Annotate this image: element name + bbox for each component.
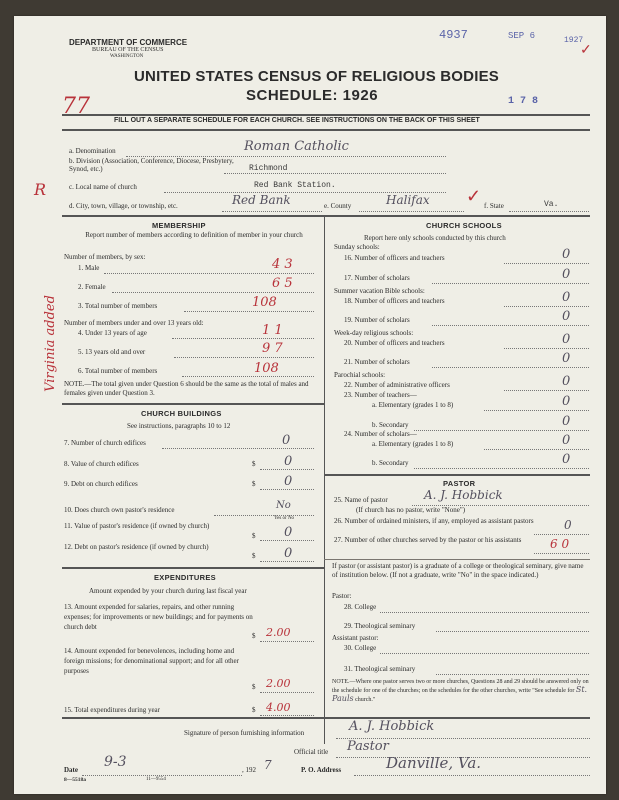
yes-no-hint: Yes or No (274, 516, 295, 521)
q22-value: 0 (562, 374, 571, 389)
age-heading: Number of members under and over 13 years old: (64, 319, 204, 327)
q24b-label: b. Secondary (372, 459, 409, 467)
q7-label: 7. Number of church edifices (64, 439, 146, 447)
q18-value: 0 (562, 290, 571, 305)
schools-intro: Report here only schools conducted by this church (364, 234, 506, 242)
q14-dollar: $ (252, 683, 256, 691)
buildings-intro: See instructions, paragraphs 10 to 12 (127, 422, 231, 430)
q25-value: A. J. Hobbick (424, 488, 503, 502)
stamp-year: 1927 (564, 36, 584, 45)
q10-value: No (276, 500, 291, 511)
form-title: UNITED STATES CENSUS OF RELIGIOUS BODIES (134, 68, 499, 85)
pastor-sublabel: Pastor: (332, 592, 352, 600)
q28-label: 28. College (344, 603, 377, 611)
q11-value: 0 (284, 525, 293, 540)
q7-value: 0 (282, 433, 291, 448)
denomination-value: Roman Catholic (244, 139, 349, 154)
q23b-value: 0 (562, 414, 571, 429)
q2-value: 6 5 (272, 276, 293, 291)
division-value: Richmond (249, 164, 288, 173)
summer-heading: Summer vacation Bible schools: (334, 287, 425, 295)
q27-label: 27. Number of other churches served by the pastor or his assistants (334, 536, 522, 544)
date-label: Date (64, 766, 78, 774)
q25-label: 25. Name of pastor (334, 496, 388, 504)
stamp-date: SEP 6 (508, 31, 536, 41)
red-checkmark: ✓ (580, 43, 592, 58)
q31-label: 31. Theological seminary (344, 665, 416, 673)
q19-label: 19. Number of scholars (344, 316, 410, 324)
margin-note: Virginia added (42, 295, 58, 392)
q3-label: 3. Total number of members (78, 302, 158, 310)
assistant-sublabel: Assistant pastor: (332, 634, 379, 642)
q29-label: 29. Theological seminary (344, 622, 416, 630)
q14-label: 14. Amount expended for benevolences, including home and foreign missions; for denominational support; and for all other purposes (64, 647, 239, 675)
red-check-county: ✓ (466, 186, 482, 206)
q30-label: 30. College (344, 644, 377, 652)
q21-value: 0 (562, 351, 571, 366)
instruction-line: FILL OUT A SEPARATE SCHEDULE FOR EACH CHURCH. SEE INSTRUCTIONS ON THE BACK OF THIS SHEET (114, 117, 480, 124)
q26-value: 0 (564, 518, 572, 532)
membership-intro: Report number of members according to definition of member in your church (85, 231, 303, 239)
pastor-note-handwritten: St. Pauls (332, 685, 588, 703)
graduate-note: If pastor (or assistant pastor) is a graduate of a college or theological seminary, give name of institution below. (If not a graduate, write "No" in the space indicated.) (332, 562, 584, 579)
bureau-city: WASHINGTON (110, 54, 144, 59)
pastor-title: PASTOR (443, 479, 476, 488)
q9-dollar: $ (252, 480, 256, 488)
q12-label: 12. Debt on pastor's residence (if owned by church) (64, 543, 209, 551)
q26-label: 26. Number of ordained ministers, if any, employed as assistant pastors (334, 517, 534, 525)
sex-heading: Number of members, by sex: (64, 253, 146, 261)
q24a-value: 0 (562, 433, 571, 448)
q16-label: 16. Number of officers and teachers (344, 254, 445, 262)
q9-label: 9. Debt on church edifices (64, 480, 138, 488)
expenditures-intro: Amount expended by your church during last fiscal year (89, 587, 247, 595)
form-number: 8—5518a (64, 777, 86, 783)
q13-dollar: $ (252, 632, 256, 640)
q15-dollar: $ (252, 706, 256, 714)
census-schedule-page (14, 16, 606, 794)
po-address-label: P. O. Address (301, 766, 342, 774)
q21-label: 21. Number of scholars (344, 358, 410, 366)
denomination-label: a. Denomination (69, 147, 116, 155)
city-value: Red Bank (232, 193, 291, 207)
pastor-note (332, 678, 590, 704)
state-value: Va. (544, 200, 559, 209)
year-handwritten: 7 (264, 758, 272, 772)
q5-label: 5. 13 years old and over (78, 348, 146, 356)
bureau-name: BUREAU OF THE CENSUS (92, 47, 164, 53)
city-label: d. City, town, village, or township, etc. (69, 202, 178, 210)
q6-value: 108 (254, 361, 279, 376)
signature-value: A. J. Hobbick (349, 719, 435, 734)
q4-label: 4. Under 13 years of age (78, 329, 147, 337)
division-label: b. Division (Association, Conference, Diocese, Presbytery, Synod, etc.) (69, 157, 234, 173)
weekday-heading: Week-day religious schools: (334, 329, 414, 337)
q20-value: 0 (562, 332, 571, 347)
q19-value: 0 (562, 309, 571, 324)
print-number: 11—9554 (146, 777, 166, 782)
q24a-label: a. Elementary (grades 1 to 8) (372, 440, 454, 448)
q23-label: 23. Number of teachers— (344, 391, 417, 399)
official-title-value: Pastor (347, 739, 389, 754)
q1-value: 4 3 (272, 257, 293, 272)
membership-note: NOTE.—The total given under Question 6 should be the same as the total of males and females given under Question 3. (64, 380, 309, 397)
q8-label: 8. Value of church edifices (64, 460, 139, 468)
church-name-value: Red Bank Station. (254, 181, 336, 190)
church-name-label: c. Local name of church (69, 183, 137, 191)
q25-sub: (If church has no pastor, write "None") (356, 506, 466, 514)
q18-label: 18. Number of officers and teachers (344, 297, 445, 305)
margin-r: R (34, 180, 47, 199)
q24-label: 24. Number of scholars— (344, 430, 417, 438)
po-address-value: Danville, Va. (386, 754, 482, 772)
q12-dollar: $ (252, 552, 256, 560)
state-label: f. State (484, 202, 504, 210)
q9-value: 0 (284, 474, 293, 489)
parochial-heading: Parochial schools: (334, 371, 386, 379)
q22-label: 22. Number of administrative officers (344, 381, 450, 389)
q12-value: 0 (284, 546, 293, 561)
q8-value: 0 (284, 454, 293, 469)
department-name: DEPARTMENT OF COMMERCE (69, 38, 188, 47)
q1-label: 1. Male (78, 264, 100, 272)
official-title-label: Official title (294, 748, 329, 756)
pastor-note-end: church." (355, 697, 376, 703)
q13-value: 2.00 (266, 626, 291, 639)
county-label: e. County (324, 202, 352, 210)
q17-label: 17. Number of scholars (344, 274, 410, 282)
q2-label: 2. Female (78, 283, 106, 291)
buildings-title: CHURCH BUILDINGS (141, 409, 222, 418)
q15-value: 4.00 (266, 701, 291, 714)
date-value: 9-3 (104, 754, 127, 770)
county-value: Halifax (386, 193, 430, 207)
q11-dollar: $ (252, 532, 256, 540)
q14-value: 2.00 (266, 677, 291, 690)
q20-label: 20. Number of officers and teachers (344, 339, 445, 347)
q5-value: 9 7 (262, 341, 283, 356)
q6-label: 6. Total number of members (78, 367, 158, 375)
q27-value: 6 0 (550, 537, 570, 551)
q8-dollar: $ (252, 460, 256, 468)
q11-label: 11. Value of pastor's residence (if owned by church) (64, 522, 210, 530)
q15-label: 15. Total expenditures during year (64, 706, 160, 714)
q23a-value: 0 (562, 394, 571, 409)
q16-value: 0 (562, 247, 571, 262)
signature-label: Signature of person furnishing information (184, 729, 305, 737)
sunday-heading: Sunday schools: (334, 243, 380, 251)
schools-title: CHURCH SCHOOLS (426, 221, 502, 230)
serial-stamp: 1 7 8 (508, 96, 539, 107)
q23b-label: b. Secondary (372, 421, 409, 429)
membership-title: MEMBERSHIP (152, 221, 206, 230)
expenditures-title: EXPENDITURES (154, 573, 216, 582)
form-subtitle: SCHEDULE: 1926 (246, 87, 379, 104)
q13-label: 13. Amount expended for salaries, repairs, and other running expenses; for improvements or new buildings; and for payments on church debt (64, 603, 253, 631)
q17-value: 0 (562, 267, 571, 282)
q10-label: 10. Does church own pastor's residence (64, 506, 175, 514)
q23a-label: a. Elementary (grades 1 to 8) (372, 401, 454, 409)
q4-value: 1 1 (262, 323, 283, 338)
q3-value: 108 (252, 295, 277, 310)
stamp-number: 4937 (439, 28, 468, 42)
pastor-note-text: NOTE.—Where one pastor serves two or more churches, Questions 28 and 29 should be answered only on the schedule for one of the churches; on the schedules for the other churches, write "See schedule for (332, 679, 589, 694)
q24b-value: 0 (562, 452, 571, 467)
red-number: 77 (62, 94, 90, 119)
year-text: , 192 (242, 766, 256, 774)
